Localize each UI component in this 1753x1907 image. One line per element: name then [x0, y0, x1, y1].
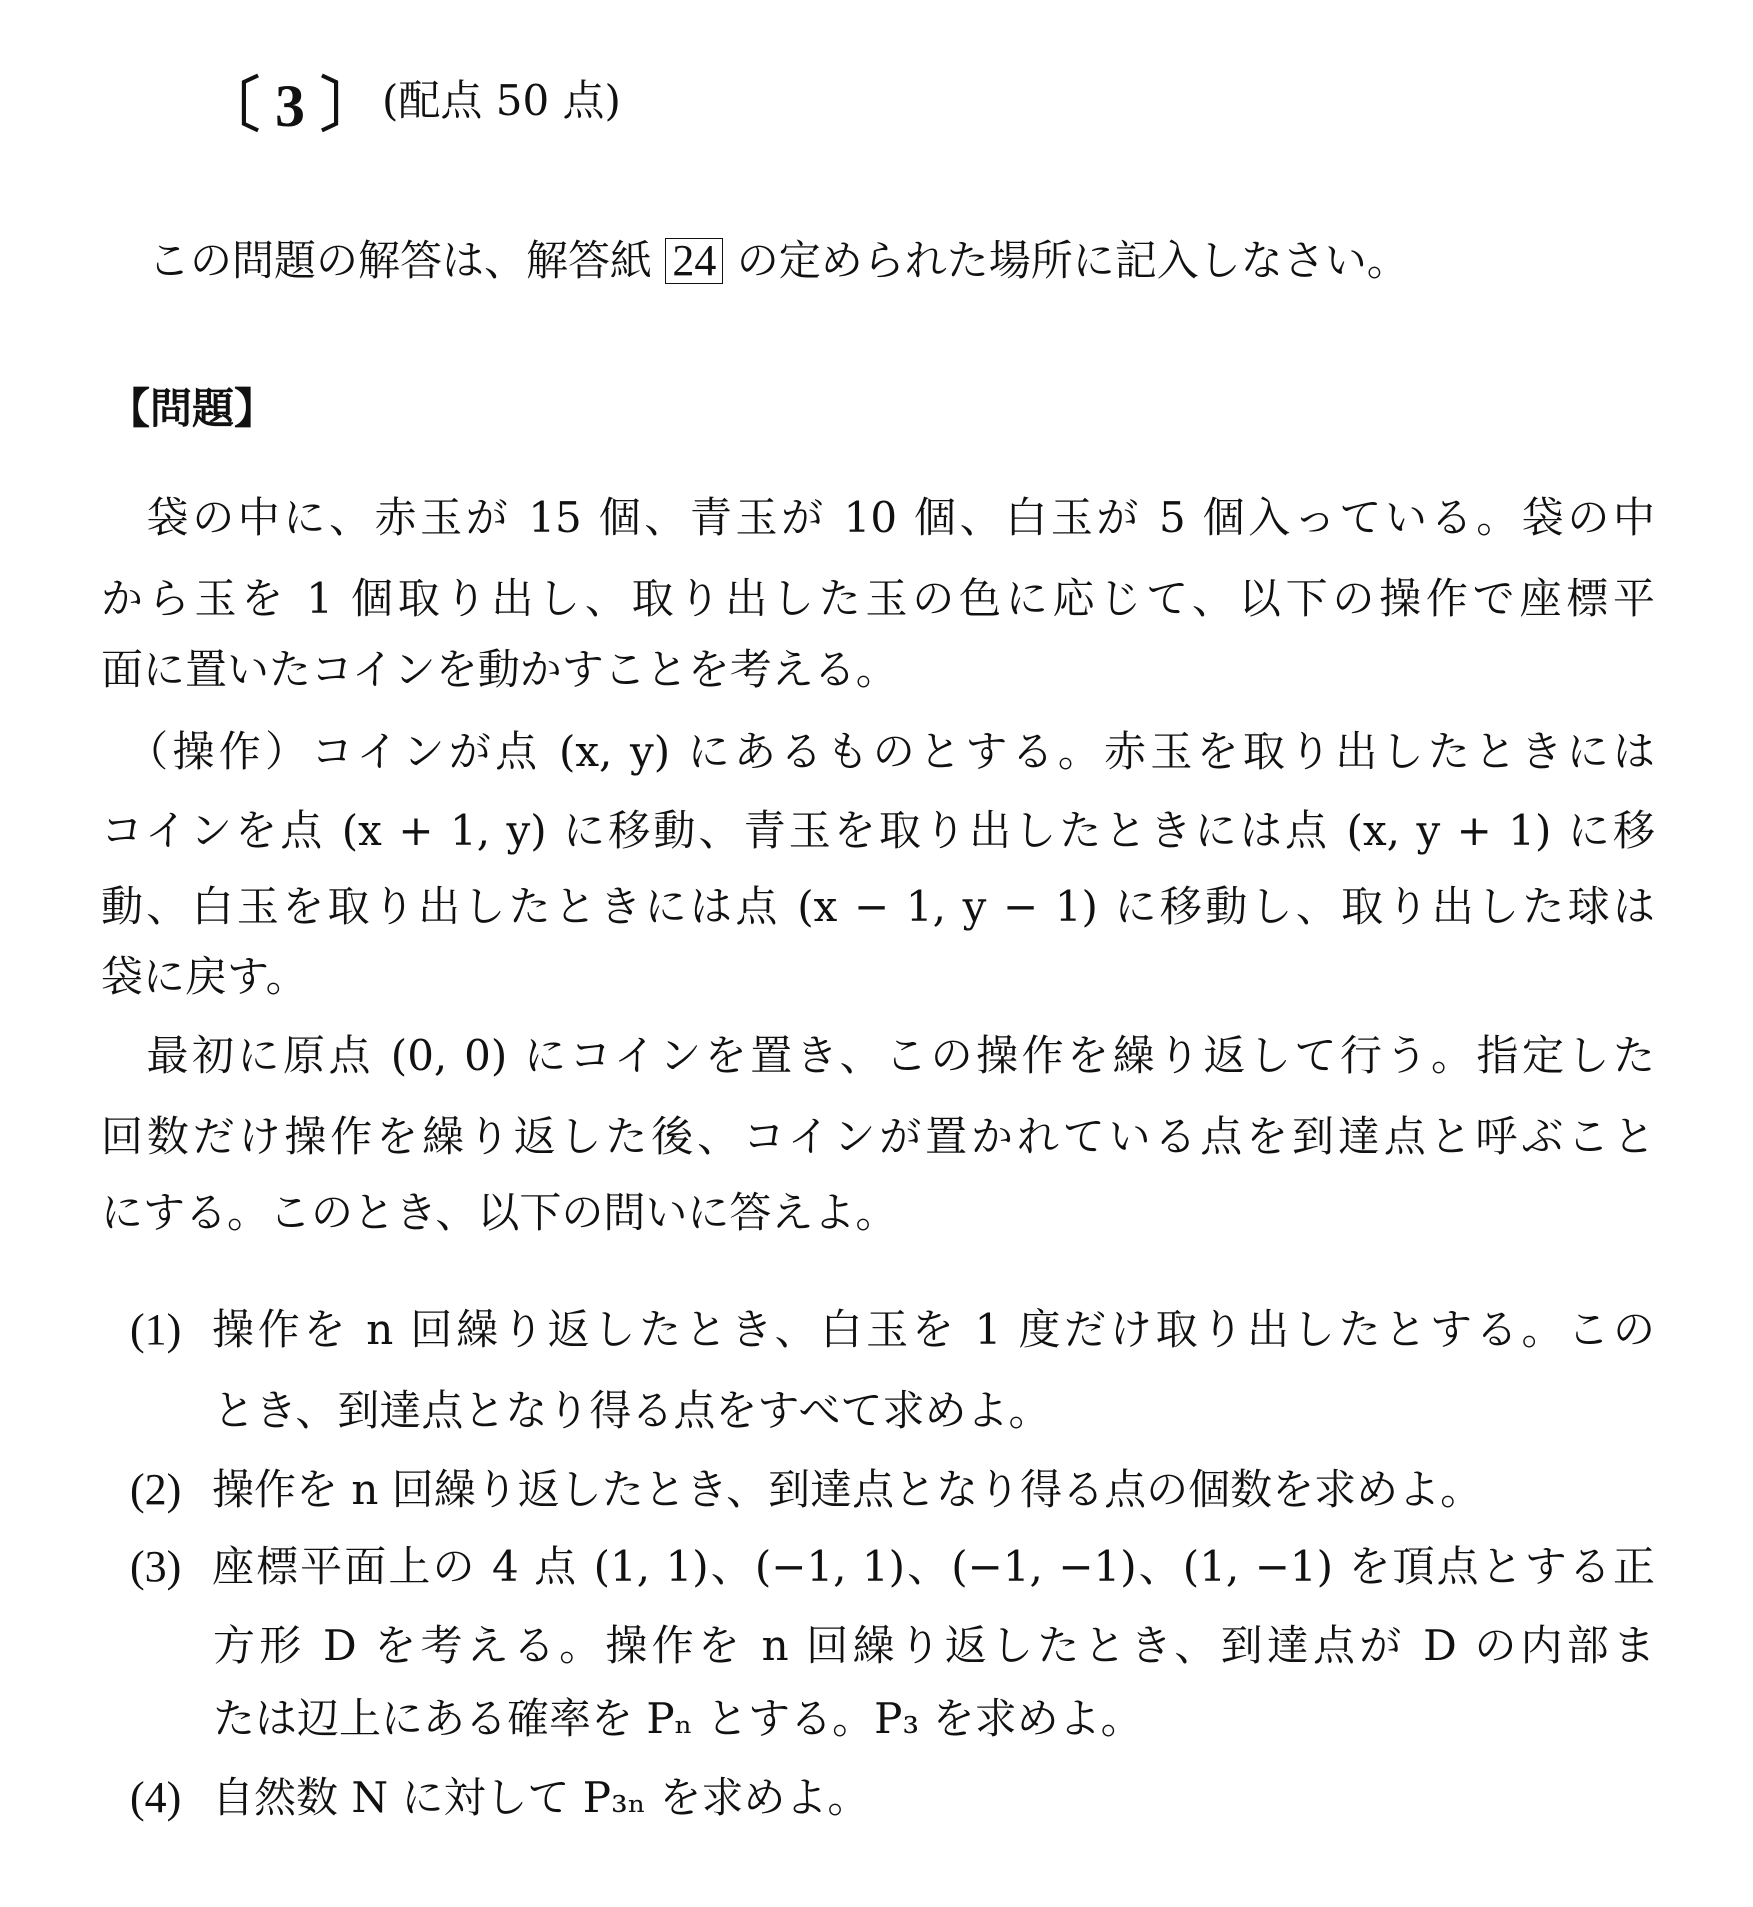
question-text: たは辺上にある確率を Pₙ とする。P₃ を求めよ。	[213, 1694, 1143, 1743]
question-text: とき、到達点となり得る点をすべて求めよ。	[213, 1386, 1051, 1435]
paragraph-line: 面に置いたコインを動かすことを考える。	[101, 645, 898, 694]
question-text: 座標平面上の 4 点 (1, 1)、(−1, 1)、(−1, −1)、(1, −1) を頂点とする正	[212, 1542, 1655, 1591]
question-2	[130, 1465, 1482, 1515]
paragraph-line: にする。このとき、以下の問いに答えよ。	[101, 1188, 898, 1237]
paragraph-line: 回数だけ操作を繰り返した後、コインが置かれている点を到達点と呼ぶこと	[101, 1112, 1655, 1161]
points-label: (配点 50 点)	[382, 76, 621, 125]
paragraph-line: コインを点 (x + 1, y) に移動、青玉を取り出したときには点 (x, y + 1) に移	[101, 806, 1655, 855]
question-4	[130, 1773, 869, 1823]
answer-instruction	[148, 236, 1409, 286]
question-label: (4)	[130, 1773, 182, 1822]
problem-number: 〔 3 〕	[200, 73, 380, 139]
question-text: 方形 D を考える。操作を n 回繰り返したとき、到達点が D の内部ま	[213, 1621, 1655, 1670]
paragraph-line: 動、白玉を取り出したときには点 (x − 1, y − 1) に移動し、取り出した球は	[101, 882, 1655, 931]
instruction-text-after: の定められた場所に記入しなさい。	[736, 236, 1409, 285]
question-label: (1)	[130, 1305, 182, 1354]
paragraph-line: から玉を 1 個取り出し、取り出した玉の色に応じて、以下の操作で座標平	[101, 574, 1655, 623]
question-1	[130, 1305, 1655, 1355]
question-label: (2)	[130, 1465, 182, 1514]
section-title: 【問題】	[108, 384, 277, 433]
paragraph-line: （操作）コインが点 (x, y) にあるものとする。赤玉を取り出したときには	[101, 727, 1655, 776]
answer-box-number: 24	[665, 238, 723, 284]
instruction-text: この問題の解答は、解答紙	[148, 236, 653, 285]
paragraph-line: 袋の中に、赤玉が 15 個、青玉が 10 個、白玉が 5 個入っている。袋の中	[101, 493, 1655, 542]
question-label: (3)	[130, 1542, 182, 1591]
question-text: 操作を n 回繰り返したとき、白玉を 1 度だけ取り出したとする。この	[212, 1305, 1655, 1354]
paragraph-line: 最初に原点 (0, 0) にコインを置き、この操作を繰り返して行う。指定した	[101, 1031, 1655, 1080]
paragraph-line: 袋に戻す。	[101, 952, 308, 1001]
question-text: 操作を n 回繰り返したとき、到達点となり得る点の個数を求めよ。	[212, 1465, 1483, 1514]
question-3	[130, 1542, 1655, 1592]
question-text: 自然数 N に対して P₃ₙ を求めよ。	[212, 1773, 870, 1822]
